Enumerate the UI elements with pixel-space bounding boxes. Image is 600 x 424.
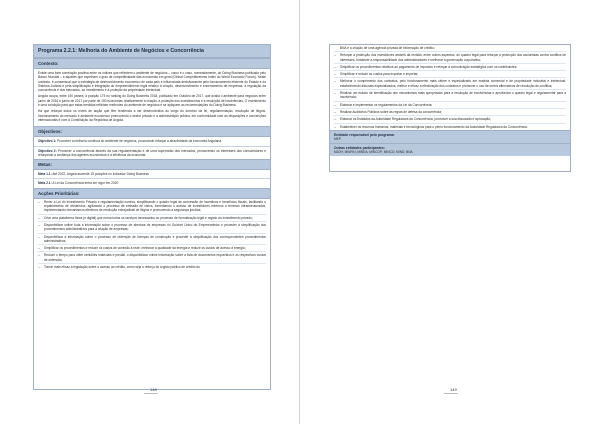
meta-2: [34, 178, 270, 187]
objectivo-1-text: Promover a melhoria contínua do ambiente de negócios, procurando reforçar a atractividade da economia Angolana.: [57, 139, 222, 144]
list-item: – Rever a Lei do Investimento Privado e regulamentação conexa, simplificando o quadro legal de concessão de incentivos e benefícios fiscais, facilitando o repatriamento de dividendos, agilizando o processo de emissão de vistos, fomentando o acesso de investidores externos a terrenos infraestruturados, implementando mecanismos efectivos de resolução extrajudicial de litígios e promovendo a segurança jurídica;: [38, 199, 266, 215]
list-item: – Realizar um estudo de identificação dos mecanismos mais apropriados para a resolução de insolvências e aprofundar o quadro legal e regulamentar para a insolvência;: [334, 90, 566, 102]
list-item: BNA e a criação de uma agência privada de informação de crédito;: [334, 45, 566, 52]
meta-1-tag: Meta 1.1:: [38, 172, 52, 177]
accoes-list-left: [34, 199, 270, 271]
contexto-paragraph: Há que reforçar todos os níveis de acção que têm tendência a ser desenvolvidos ao longo do domínio da lei, regulamentação, resolução de litígios, funcionamento do mercado e ambiente econômico promovendo o sector privado e a administração pública, em conformidade com as disposições e convenções internacionais e com a Constituição da República de Angola.: [38, 109, 266, 122]
contexto-header: Contexto:: [34, 58, 270, 69]
list-item: – Reforçar a protecção dos investidores através da revisão, entre outros aspectos, do quadro legal para reforçar a protecção dos accionistas contra conflitos de interesses, fortalecer a responsabilidade dos administradores e melhorar a governação corporativa;: [334, 52, 566, 64]
objectivo-1-tag: Objectivo 1:: [38, 139, 57, 144]
responsavel-label: Entidade responsável pelo programa:: [330, 130, 570, 137]
list-item: – Elaborar os Estatutos da Autoridade Reguladora da Concorrência, promover a sua discussão e aprovação;: [334, 116, 566, 123]
list-item: – Criar uma plataforma física (e digital) que reúna todos os serviços necessários no processo de formalização legal e registo do investimento privado;: [38, 215, 266, 222]
list-item: – Simplificar e reduzir os custos para exportar e importar;: [334, 71, 566, 78]
contexto-body: [34, 69, 270, 126]
list-item: – Disponibilizar a informação sobre o processo de obtenção de licenças de construção e proceder à simplificação dos correspondentes procedimentos administrativos;: [38, 234, 266, 246]
objectivo-2-text: Promover a concorrência através da sua regulamentação e de uma supervisão dos mercados, promovendo os interesses dos consumidores e reforçando a confiança dos agentes económicos e a eficiência da economia.: [38, 148, 266, 157]
page-number: 148: [150, 387, 157, 392]
list-item: – Melhorar o cumprimento dos contratos, pelo funcionamento mais célere e especializado em matéria comercial e de propriedade industrial e intelectual, estabelecendo tribunais especializados, melhor e eficaz a efectivação dos contratos e promover o uso de meios alternativos de resolução de conflitos;: [334, 78, 566, 90]
program-table-left: [33, 44, 271, 390]
program-table-right: [329, 44, 571, 172]
contexto-paragraph: Angola ocupa, entre 190 países, a posição 175 no ranking do Doing Business 2018, publicado em Outubro de 2017, que avalia o ambiente para negócios entre junho de 2016 e junho de 2017 por parte de 190 economias relativamente à criação, à proteção dos investimentos e à resolução de insolvências. O investimento é uma condição para que estas medidas reflictam melhorias do ambiente de negócios e se apliquem as recomendações do Doing Business.: [38, 94, 266, 108]
list-item: – Elaborar e implementar os regulamentos da Lei da Concorrência;: [334, 102, 566, 109]
accoes-header: Acções Prioritárias:: [34, 188, 270, 199]
accoes-list-right: [330, 45, 570, 130]
objectivo-2: [34, 146, 270, 160]
objectivos-header: Objectivos:: [34, 126, 270, 137]
list-item: – Reduzir o tempo para obter certidões matriciais e predial, o disponibilizar online informação sobre a lista de documentos requeridos e os respectivos custos de obtenção;: [38, 252, 266, 264]
list-item: – Tornar mais eficaz a legislação sobre o acesso ao crédito, como seja o reforço do registo público de crédito do: [38, 265, 200, 270]
objectivo-2-tag: Objectivo 2:: [38, 148, 57, 153]
meta-2-tag: Meta 2.1:: [38, 181, 52, 186]
responsavel-value: MEP: [330, 137, 570, 143]
participantes-label: Outras entidades participantes:: [330, 143, 570, 150]
list-item: – Simplificar os procedimentos e reduzir os custos de conexão à rede, melhorar a qualidade da energia e reduzir os custos de acesso à energia;: [38, 245, 266, 252]
list-item: – Disponibilizar online toda a informação sobre o processo de abertura de empresas no Guichet Único do Empreendedor e proceder à simplificação dos procedimentos administrativos para a criação de empresas;: [38, 222, 266, 234]
meta-1: [34, 170, 270, 178]
meta-2-text: A Lei da Concorrência entra em vigor em 2020: [52, 181, 119, 186]
list-item: – Simplificar os procedimentos relativos ao pagamento de impostos e reforçar a comunicação estratégica com os contribuintes;: [334, 64, 566, 71]
program-title: Programa 2.2.1: Melhoria do Ambiente de Negócios e Concorrência: [34, 45, 270, 58]
meta-1-text: Até 2022, Angola ascende 15 posições no indicador Doing Business: [52, 172, 149, 177]
metas-header: Metas:: [34, 159, 270, 170]
page-number: 149: [450, 387, 457, 392]
contexto-paragraph: Existe uma forte correlação positiva entre os índices que reflectem o ambiente de negócios – como é o caso, nomeadamente, do Doing Business publicado pelo Banco Mundial – e aqueles que espelham o grau de competitividade das economias em geral (Global Competitiveness Index do World Economic Forum). Neste contexto, é consensual que a estratégia de desenvolvimento económico de cada país é influenciada decisivamente pelo funcionamento eficiente do Estado e do Sistema Judicial e pela simplificação e integração do empreendimento legal relativo à criação, desenvolvimento e encerramento de empresas, à regulação da concorrência e dos mercados, ao investimento e à proteção da propriedade intelectual.: [38, 71, 266, 93]
objectivo-1: [34, 137, 270, 145]
participantes-value: MJDH; MINFIN; MINEA; MINCOP; MINCO; MIND; BNA: [330, 150, 570, 156]
list-item: – Realizar Auditórios Públicos sobre as regras de defesa da concorrência;: [334, 109, 566, 116]
page-number-rule: [444, 393, 458, 394]
list-item: – Estabelecer os recursos humanos, materiais e tecnológicos para o pleno funcionamento da Autoridade Reguladora da Concorrência.: [334, 124, 528, 129]
book-spine: [299, 0, 300, 424]
page-number-rule: [144, 393, 158, 394]
